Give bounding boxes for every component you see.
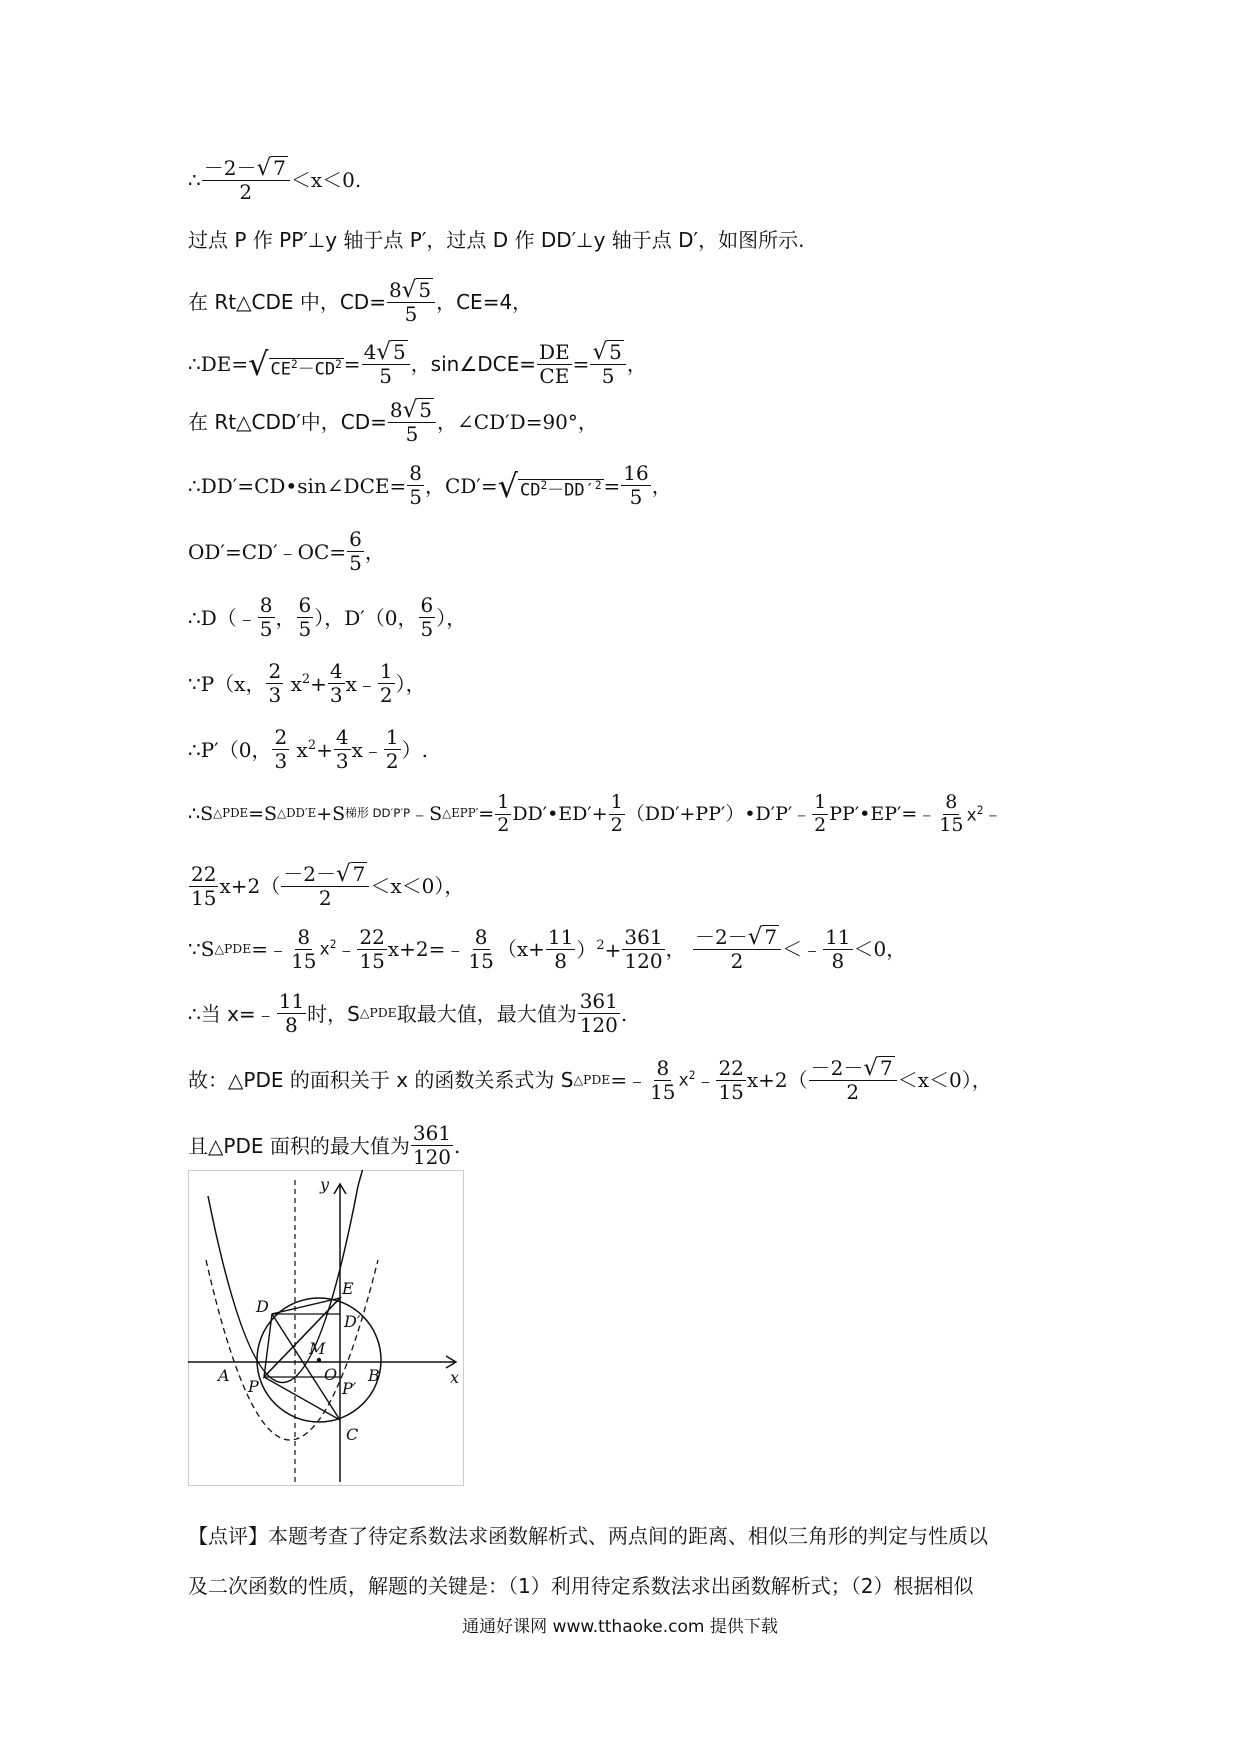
label-d-prime: D′ [344,1312,361,1331]
line-8: ∴D（﹣ $\frac{8}{5}$ ， $\frac{6}{5}$ ），D′（0， $\frac{6}{5}$ ）， [188,593,467,641]
label-p-prime: P′ [342,1379,357,1398]
geometry-figure [188,1170,464,1486]
review-line-2: 及二次函数的性质，解题的关键是：（1）利用待定系数法求出函数解析式；（2）根据相似 [188,1574,974,1598]
label-d: D [256,1297,269,1316]
line-2: 过点 P 作 PP′⊥y 轴于点 P′，过点 D 作 DD′⊥y 轴于点 D′，如图所示. [188,228,805,252]
label-y: y [320,1175,330,1194]
therefore: ∴ [188,168,201,192]
line-1: ∴ －2－ √ 7 2 ＜x＜0. [188,155,362,204]
line-13: ∵S △PDE =﹣ $\frac{8}{15}$ $x^2$ ﹣ $\frac{22}{15}$ x+2=﹣ $\frac{8}{15}$ （x+ $\frac{11}{8}$ ）$^2$+ $\frac{361}{120}$ ， －2－ √ 7 2 ＜﹣ $\frac{11}{8}$ ＜0， [188,924,907,973]
line-14: ∴当 x=﹣ $\frac{11}{8}$ 时，S △PDE 取最大值，最大值为 $\frac{361}{120}$ . [188,989,628,1037]
footer: 通通好课网 www.tthaoke.com 提供下载 [462,1617,778,1637]
line-4: ∴DE= √ $CE^2-CD^2$ = 4 √ 5 5 ，sin∠DCE= $\frac{DE}{CE}$ = √ 5 5 ， [188,339,647,388]
fraction: 8 √ 5 5 [387,278,435,326]
line-6: ∴DD′=CD•sin∠DCE= $\frac{8}{5}$ ，CD′= √ $CD^2-DD'^2$ = $\frac{16}{5}$ ， [188,461,672,509]
label-b: B [368,1366,380,1385]
parabola-solid-right [358,1170,374,1186]
label-e: E [342,1279,354,1298]
line-11: ∴S △PDE =S △DD′E +S 梯形 DD′P′P ﹣S △EPP′ = $\frac{1}{2}$ DD′•ED′+ $\frac{1}{2}$ （DD′+PP′）•D′P′﹣ $\frac{1}{2}$ PP′•EP′=﹣ $\frac{8}{15}$ $x^2$ ﹣ [188,791,1003,836]
label-o: O [324,1365,338,1384]
fraction: －2－ √ 7 2 [202,156,290,204]
label-p: P [248,1377,259,1396]
line-3: 在 Rt△CDE 中，CD= 8 √ 5 5 ，CE=4， [188,277,533,326]
label-c: C [346,1425,359,1444]
line-10: ∴P′（0， $\frac{2}{3}$ $x^2+$ $\frac{4}{3}$ x﹣ $\frac{1}{2}$ ）. [188,725,428,773]
sqrt-expression: √ $CE^2-CD^2$ [248,345,342,383]
line-7: OD′=CD′﹣OC= $\frac{6}{5}$ ， [188,527,385,575]
review-line-1: 【点评】本题考查了待定系数法求函数解析式、两点间的距离、相似三角形的判定与性质以 [188,1524,988,1548]
line-12: $\frac{22}{15}$ x+2（ －2－ √ 7 2 ＜x＜0）， [191,861,465,910]
line-9: ∵P（x， $\frac{2}{3}$ $x^2+$ $\frac{4}{3}$ x﹣ $\frac{1}{2}$ ）， [188,659,426,707]
line-5: 在 Rt△CDD′中，CD= 8 √ 5 5 ，∠CD′D=90°， [188,397,598,446]
line-16: 且△PDE 面积的最大值为 $\frac{361}{120}$ . [188,1121,461,1169]
label-x: x [450,1368,460,1387]
label-a: A [218,1366,230,1385]
parabola-solid [208,1186,358,1383]
label-m: M [309,1339,326,1358]
line-15: 故：△PDE 的面积关于 x 的函数关系式为 S △PDE =﹣ $\frac{8}{15}$ $x^2$ ﹣ $\frac{22}{15}$ x+2（ －2－ √ 7 2 ＜x＜0）， [188,1055,992,1104]
